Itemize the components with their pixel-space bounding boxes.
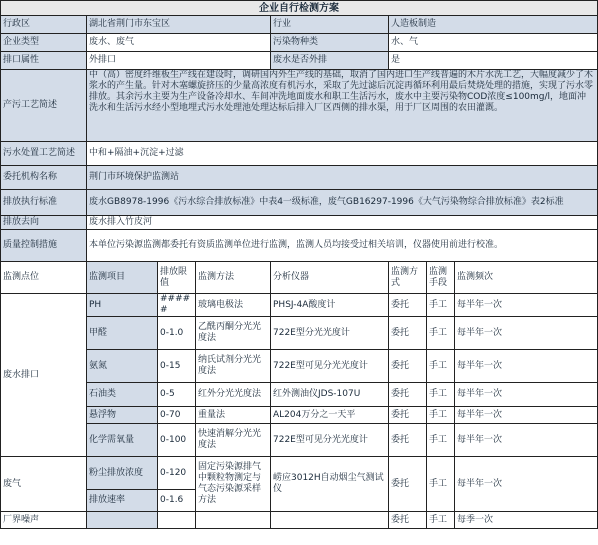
cell-limit: ##### [158, 294, 196, 317]
cell-limit: 0-1.6 [158, 490, 196, 512]
cell-instrument: PHSJ-4A酸度计 [271, 294, 389, 317]
cell-freq: 每半年一次 [455, 424, 598, 457]
monitor-point: 废气 [1, 457, 87, 512]
table-row [1, 350, 598, 383]
cell-means: 手工 [427, 424, 455, 457]
cell-method: 固定污染源排气中颗粒物测定与气态污染源采样方法 [196, 457, 271, 512]
cell-item: 化学需氧量 [87, 424, 158, 457]
cell-freq: 每半年一次 [455, 457, 598, 512]
cell-item: 粉尘排放浓度 [87, 457, 158, 490]
cell-means: 手工 [427, 383, 455, 407]
cell-mode: 委托 [389, 457, 427, 512]
cell-means: 手工 [427, 457, 455, 512]
cell-means: 手工 [427, 512, 455, 529]
cell-method: 纳氏试剂分光光度法 [196, 350, 271, 383]
qc-label: 质量控制措施 [1, 230, 87, 262]
cell-freq: 每半年一次 [455, 383, 598, 407]
pollutant-type-value: 水、气 [389, 34, 598, 52]
cell-freq: 每半年一次 [455, 294, 598, 317]
cell-method: 快速消解分光光度法 [196, 424, 271, 457]
process-label: 产污工艺简述 [1, 70, 87, 142]
wastewater-discharge-value: 是 [389, 52, 598, 70]
cell-means: 手工 [427, 407, 455, 424]
cell-mode: 委托 [389, 512, 427, 529]
cell-instrument: 722E型分光光度计 [271, 317, 389, 350]
cell-freq: 每半年一次 [455, 350, 598, 383]
cell-means: 手工 [427, 317, 455, 350]
cell-freq: 每季一次 [455, 512, 598, 529]
cell-item [87, 512, 158, 529]
cell-limit: 0-70 [158, 407, 196, 424]
process-value: 中（高）密度纤维板生产线在建设时，调研国内外生产线的基础，取消了国内进口生产线普遍的木片水洗工艺，大幅度减少了木浆水的产生量。针对木塞螺旋挤压的少量高浓度有机污水，采取了先过滤后沉淀再循环利用最后焚烧处理的措施，实现了污水零排放。其余污水主要为生产设备冷却水、车间冲洗地面废水和职工生活污水，废水中主要污染物COD浓度≤100mg/l，地面冲洗水和生活污水经小型地埋式污水处理池处理达标后排入厂区西侧的排水渠，用于厂区周围的农田灌溉。 [87, 70, 598, 142]
sheet-title: 企业自行检测方案 [1, 1, 598, 16]
cell-limit: 0-5 [158, 383, 196, 407]
treatment-label: 污水处置工艺简述 [1, 142, 87, 166]
cell-limit: 0-15 [158, 350, 196, 383]
cell-limit: 0-120 [158, 457, 196, 490]
header-mode: 监测方式 [389, 262, 427, 294]
cell-mode: 委托 [389, 294, 427, 317]
cell-mode: 委托 [389, 407, 427, 424]
outlet-attribute-label: 排口属性 [1, 52, 87, 70]
cell-item: 氨氮 [87, 350, 158, 383]
cell-instrument: 722E型可见分光光度计 [271, 350, 389, 383]
cell-method [196, 512, 271, 529]
cell-mode: 委托 [389, 424, 427, 457]
cell-item: 甲醛 [87, 317, 158, 350]
region-value: 湖北省荆门市东宝区 [87, 16, 271, 34]
industry-label: 行业 [271, 16, 389, 34]
table-row [1, 407, 598, 424]
region-label: 行政区 [1, 16, 87, 34]
cell-limit: 0-1.0 [158, 317, 196, 350]
table-row [1, 317, 598, 350]
header-point: 监测点位 [1, 262, 87, 294]
cell-instrument: AL204万分之一天平 [271, 407, 389, 424]
table-row [1, 383, 598, 407]
table-row [1, 424, 598, 457]
cell-mode: 委托 [389, 350, 427, 383]
cell-instrument: 722E型可见分光光度计 [271, 424, 389, 457]
agency-value: 荆门市环境保护监测站 [87, 166, 598, 190]
standard-value: 废水GB8978-1996《污水综合排放标准》中表4一级标准，废气GB16297-1996《大气污染物综合排放标准》表2标准 [87, 190, 598, 216]
destination-value: 废水排入竹皮河 [87, 216, 598, 230]
cell-instrument [271, 512, 389, 529]
cell-mode: 委托 [389, 383, 427, 407]
cell-mode: 委托 [389, 317, 427, 350]
monitor-point: 厂界噪声 [1, 512, 87, 529]
cell-method: 乙酰丙酮分光光度法 [196, 317, 271, 350]
agency-label: 委托机构名称 [1, 166, 87, 190]
table-row [1, 512, 598, 529]
treatment-value: 中和+隔油+沉淀+过滤 [87, 142, 598, 166]
cell-freq: 每半年一次 [455, 317, 598, 350]
cell-means: 手工 [427, 350, 455, 383]
outlet-attribute-value: 外排口 [87, 52, 271, 70]
cell-limit [158, 512, 196, 529]
cell-item: 悬浮物 [87, 407, 158, 424]
cell-instrument: 崂应3012H自动烟尘气测试仪 [271, 457, 389, 512]
table-row [1, 294, 598, 317]
cell-method: 玻璃电极法 [196, 294, 271, 317]
table-row [1, 457, 598, 490]
header-freq: 监测频次 [455, 262, 598, 294]
header-method: 监测方法 [196, 262, 271, 294]
cell-freq: 每半年一次 [455, 407, 598, 424]
qc-value: 本单位污染源监测都委托有资质监测单位进行监测，监测人员均接受过相关培训，仪器使用前进行校准。 [87, 230, 598, 262]
monitor-point: 废水排口 [1, 294, 87, 457]
cell-method: 红外分光光度法 [196, 383, 271, 407]
header-limit: 排放限值 [158, 262, 196, 294]
header-item: 监测项目 [87, 262, 158, 294]
header-instrument: 分析仪器 [271, 262, 389, 294]
cell-means: 手工 [427, 294, 455, 317]
header-means: 监测手段 [427, 262, 455, 294]
cell-method: 重量法 [196, 407, 271, 424]
cell-item: 排放速率 [87, 490, 158, 512]
cell-item: PH [87, 294, 158, 317]
enterprise-type-label: 企业类型 [1, 34, 87, 52]
cell-limit: 0-100 [158, 424, 196, 457]
destination-label: 排放去向 [1, 216, 87, 230]
industry-value: 人造板制造 [389, 16, 598, 34]
wastewater-discharge-label: 废水是否外排 [271, 52, 389, 70]
cell-item: 石油类 [87, 383, 158, 407]
standard-label: 排放执行标准 [1, 190, 87, 216]
cell-instrument: 红外测油仪JDS-107U [271, 383, 389, 407]
pollutant-type-label: 污染物种类 [271, 34, 389, 52]
enterprise-type-value: 废水、废气 [87, 34, 271, 52]
